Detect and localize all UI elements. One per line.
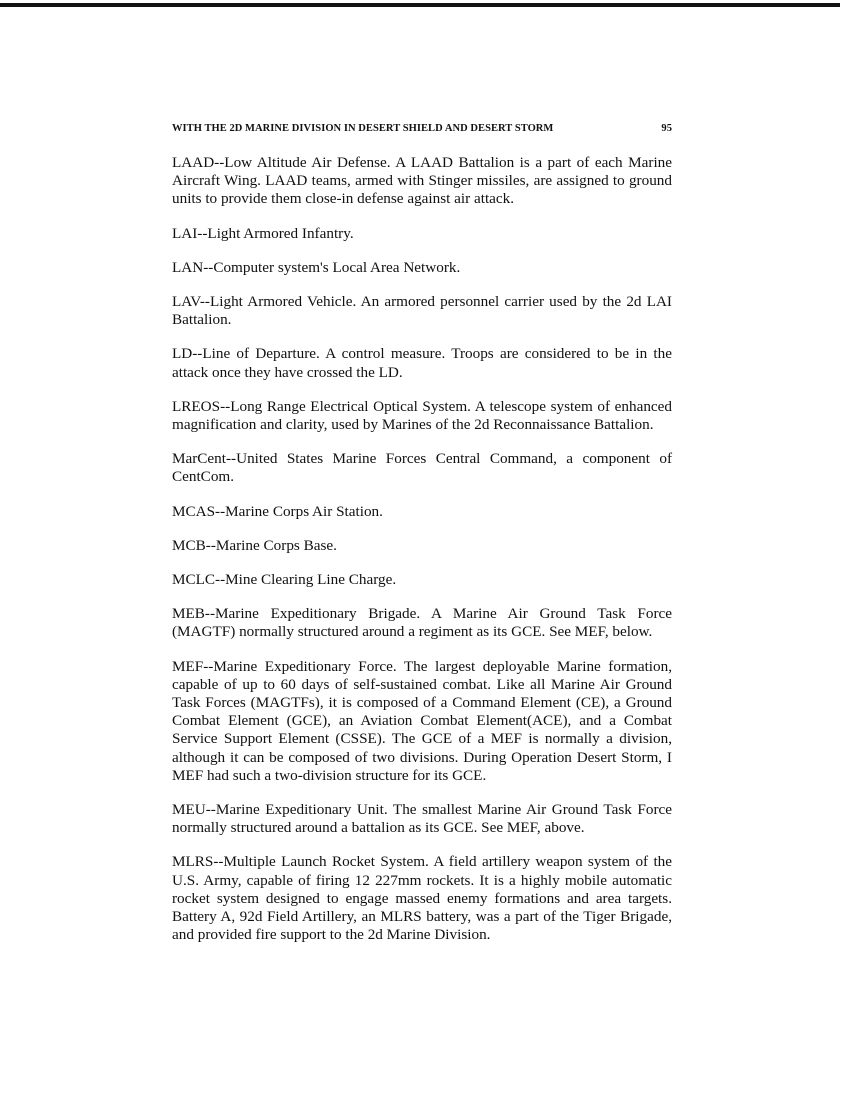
glossary-entry-mcas: MCAS--Marine Corps Air Station.	[172, 502, 383, 520]
glossary-entry-mclc: MCLC--Mine Clearing Line Charge.	[172, 571, 397, 589]
glossary-entry-mef: MEF--Marine Expeditionary Force. The largest deployable Marine formation, capable of up to 60 days of self-sustained combat. Like all Marine Air Ground Task Forces (MAGTFs), it is composed of a Command Element (CE), a Ground Combat Element (GCE), an Aviation Combat Element(ACE), and a Combat Service Support Element (CSSE). The GCE of a MEF is normally a division, although it can be composed of two divisions. During Operation Desert Storm, I MEF had such a two-division structure for its GCE.	[172, 657, 672, 784]
glossary-body	[172, 154, 672, 961]
glossary-entry-ld: LD--Line of Departure. A control measure. Troops are considered to be in the attack once they have crossed the LD.	[172, 345, 672, 381]
glossary-entry-lan: LAN--Computer system's Local Area Network.	[172, 258, 461, 276]
glossary-entry-laad: LAAD--Low Altitude Air Defense. A LAAD Battalion is a part of each Marine Aircraft Wing. LAAD teams, armed with Stinger missiles, are assigned to ground units to provide them close-in defense against air attack.	[172, 154, 672, 208]
glossary-entry-mcb: MCB--Marine Corps Base.	[172, 536, 337, 554]
page-number: 95	[661, 123, 672, 134]
glossary-entry-marcent: MarCent--United States Marine Forces Central Command, a component of CentCom.	[172, 450, 672, 486]
glossary-entry-lav: LAV--Light Armored Vehicle. An armored personnel carrier used by the 2d LAI Battalion.	[172, 293, 672, 329]
glossary-entry-mlrs: MLRS--Multiple Launch Rocket System. A field artillery weapon system of the U.S. Army, capable of firing 12 227mm rockets. It is a highly mobile automatic rocket system designed to engage massed enemy formations and area targets. Battery A, 92d Field Artillery, an MLRS battery, was a part of the Tiger Brigade, and provided fire support to the 2d Marine Division.	[172, 853, 672, 944]
glossary-entry-meb: MEB--Marine Expeditionary Brigade. A Marine Air Ground Task Force (MAGTF) normally structured around a regiment as its GCE. See MEF, below.	[172, 605, 672, 641]
scan-border-line	[0, 3, 840, 7]
running-title: WITH THE 2D MARINE DIVISION IN DESERT SHIELD AND DESERT STORM	[172, 123, 554, 134]
running-header	[172, 123, 672, 134]
glossary-entry-lreos: LREOS--Long Range Electrical Optical System. A telescope system of enhanced magnification and clarity, used by Marines of the 2d Reconnaissance Battalion.	[172, 397, 672, 434]
glossary-entry-meu: MEU--Marine Expeditionary Unit. The smallest Marine Air Ground Task Force normally structured around a battalion as its GCE. See MEF, above.	[172, 801, 672, 837]
glossary-entry-lai: LAI--Light Armored Infantry.	[172, 224, 354, 242]
